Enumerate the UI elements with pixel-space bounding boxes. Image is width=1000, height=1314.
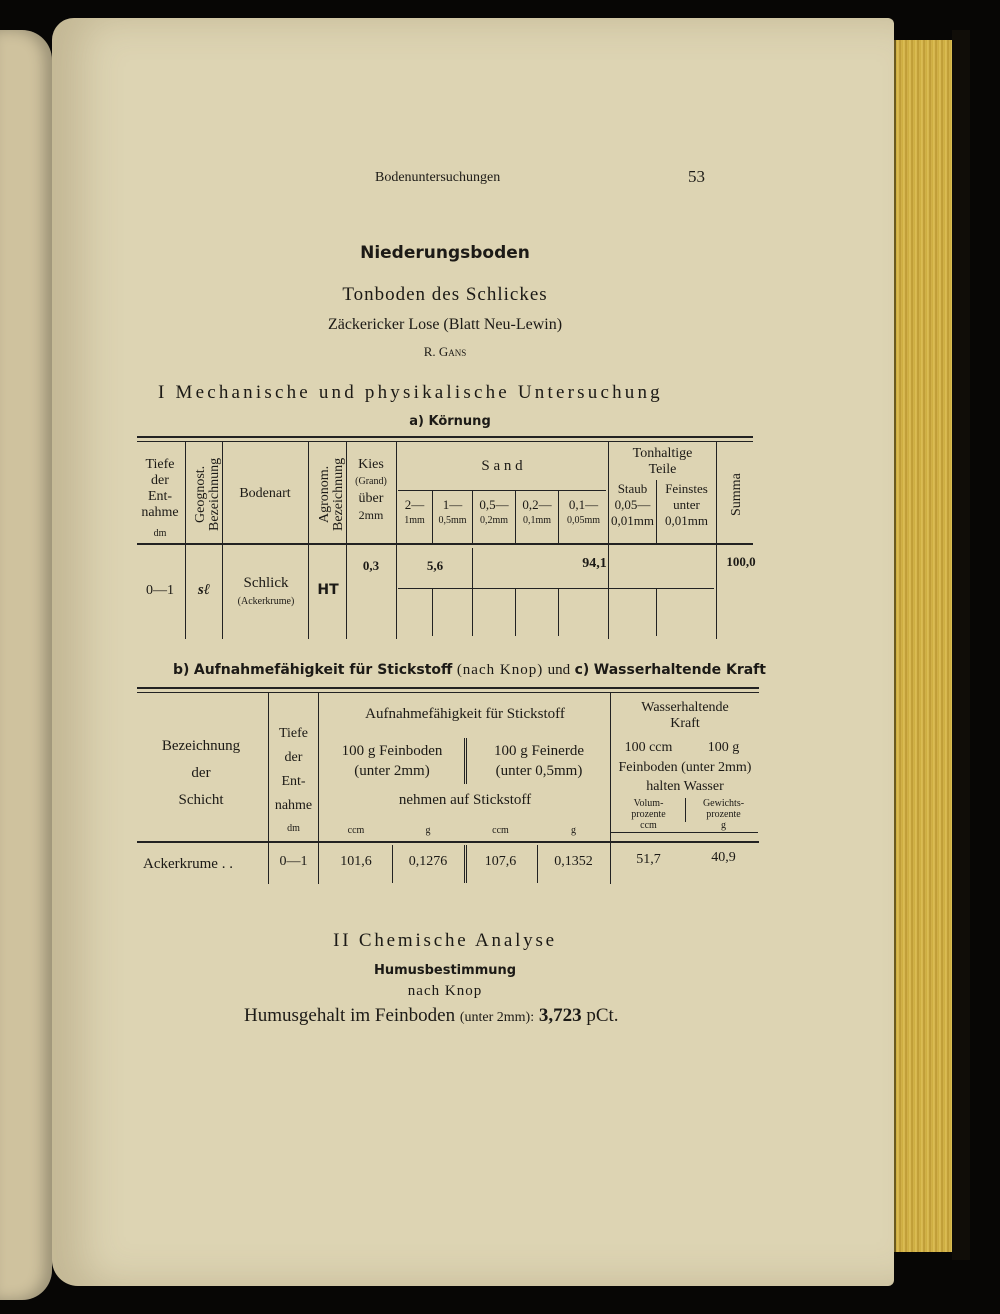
t2-unit-ccm-2: ccm <box>492 825 509 836</box>
t1-cell-summa: 100,0 <box>726 554 756 569</box>
t1-cell-rest: 94,1 <box>582 556 607 571</box>
subheading-koernung: a) Körnung <box>409 414 491 429</box>
t2-header-w1: 100 ccm <box>624 740 673 755</box>
t1-sand-col-5: 0,1— 0,05mm <box>566 497 601 526</box>
t2-header-nehmen: nehmen auf Stickstoff <box>398 792 532 808</box>
t2-header-feinboden: 100 g Feinboden (unter 2mm) <box>341 743 443 779</box>
t1-header-bodenart: Bodenart <box>239 486 291 501</box>
t2-cell-v3: 107,6 <box>484 854 517 869</box>
t1-sand-col-3: 0,5— 0,2mm <box>479 497 509 526</box>
book-page <box>52 18 894 1286</box>
t1-cell-geognost: sℓ <box>197 582 211 598</box>
running-title: Bodenuntersuchungen <box>375 170 501 185</box>
t1-cell-sand-first: 5,6 <box>426 558 444 573</box>
page-number: 53 <box>688 167 705 186</box>
page-stack-edge <box>894 40 954 1252</box>
t1-header-tonhaltige: Tonhaltige Teile <box>632 446 693 477</box>
subheading-humus: Humusbestimmung <box>373 963 517 978</box>
t1-header-geognost: Geognost. Bezeichnung <box>193 457 222 531</box>
t2-cell-v1: 101,6 <box>340 854 372 869</box>
t1-cell-bodenart: Schlick <box>243 575 289 591</box>
section-heading-2: II Chemische Analyse <box>333 930 557 951</box>
humus-result: Humusgehalt im Feinboden (unter 2mm): 3,723 pCt. <box>244 1005 619 1026</box>
t1-ton-col-feinstes: Feinstes unter 0,01mm <box>665 481 708 528</box>
t2-unit-dm: dm <box>287 823 300 834</box>
t2-header-feinerde: 100 g Feinerde (unter 0,5mm) <box>494 743 584 779</box>
t2-cell-bezeichnung: Ackerkrume . . <box>143 856 233 872</box>
t1-ton-col-staub: Staub 0,05— 0,01mm <box>611 481 654 528</box>
t2-header-w2: 100 g <box>707 740 740 755</box>
t2-header-wasser: Wasserhaltende Kraft <box>641 700 729 731</box>
author: R. Gans <box>423 344 467 359</box>
t2-cell-v2: 0,1276 <box>408 854 448 869</box>
t2-unit-ccm-1: ccm <box>347 825 365 836</box>
t1-cell-kies: 0,3 <box>362 558 380 573</box>
t2-header-w4: halten Wasser <box>646 779 724 794</box>
facing-page-edge <box>0 30 52 1300</box>
t1-unit-dm: dm <box>153 528 167 539</box>
location: Zäckericker Lose (Blatt Neu-Lewin) <box>327 316 563 333</box>
t2-header-aufnahme: Aufnahmefähigkeit für Stickstoff <box>365 706 565 722</box>
subheading-bc: b) Aufnahmefähigkeit für Stickstoff (nach Knop) und c) Wasserhaltende Kraft <box>173 662 766 678</box>
humus-method: nach Knop <box>407 983 483 999</box>
t1-header-sand: S a n d <box>481 458 523 474</box>
t2-header-gew: Gewichts- prozente g <box>702 798 745 831</box>
book-cover-edge <box>952 30 970 1260</box>
t2-cell-v6: 40,9 <box>711 850 736 865</box>
section-heading-1: I Mechanische und physikalische Untersuchung <box>158 382 663 403</box>
t1-cell-agronom: HT <box>317 582 339 598</box>
t2-header-bezeichnung: Bezeichnung der Schicht <box>161 738 241 808</box>
t1-sand-col-1: 2— 1mm <box>404 497 425 526</box>
t1-sand-col-4: 0,2— 0,1mm <box>522 497 552 526</box>
t2-header-w3: Feinboden (unter 2mm) <box>618 760 752 775</box>
t1-cell-tiefe: 0—1 <box>146 583 174 598</box>
t1-cell-bodenart-note: (Ackerkrume) <box>237 596 295 607</box>
t2-cell-v5: 51,7 <box>636 852 661 867</box>
t1-header-tiefe: Tiefe der Ent- nahme <box>141 457 179 520</box>
page-title: Niederungsboden <box>360 243 530 263</box>
t1-header-agronom: Agronom. Bezeichnung <box>317 457 346 531</box>
t2-unit-g-1: g <box>425 825 431 836</box>
subtitle: Tonboden des Schlickes <box>342 284 548 305</box>
t2-header-tiefe: Tiefe der Ent- nahme <box>274 726 313 813</box>
t1-header-kies: Kies (Grand) über 2mm <box>355 457 387 522</box>
t1-sand-col-2: 1— 0,5mm <box>438 497 467 526</box>
t2-unit-g-2: g <box>571 825 576 836</box>
t1-header-summa: Summa <box>729 473 744 517</box>
t2-header-vol: Volum- prozente ccm <box>631 798 666 831</box>
t2-cell-tiefe: 0—1 <box>279 854 308 869</box>
t2-cell-v4: 0,1352 <box>554 854 593 869</box>
